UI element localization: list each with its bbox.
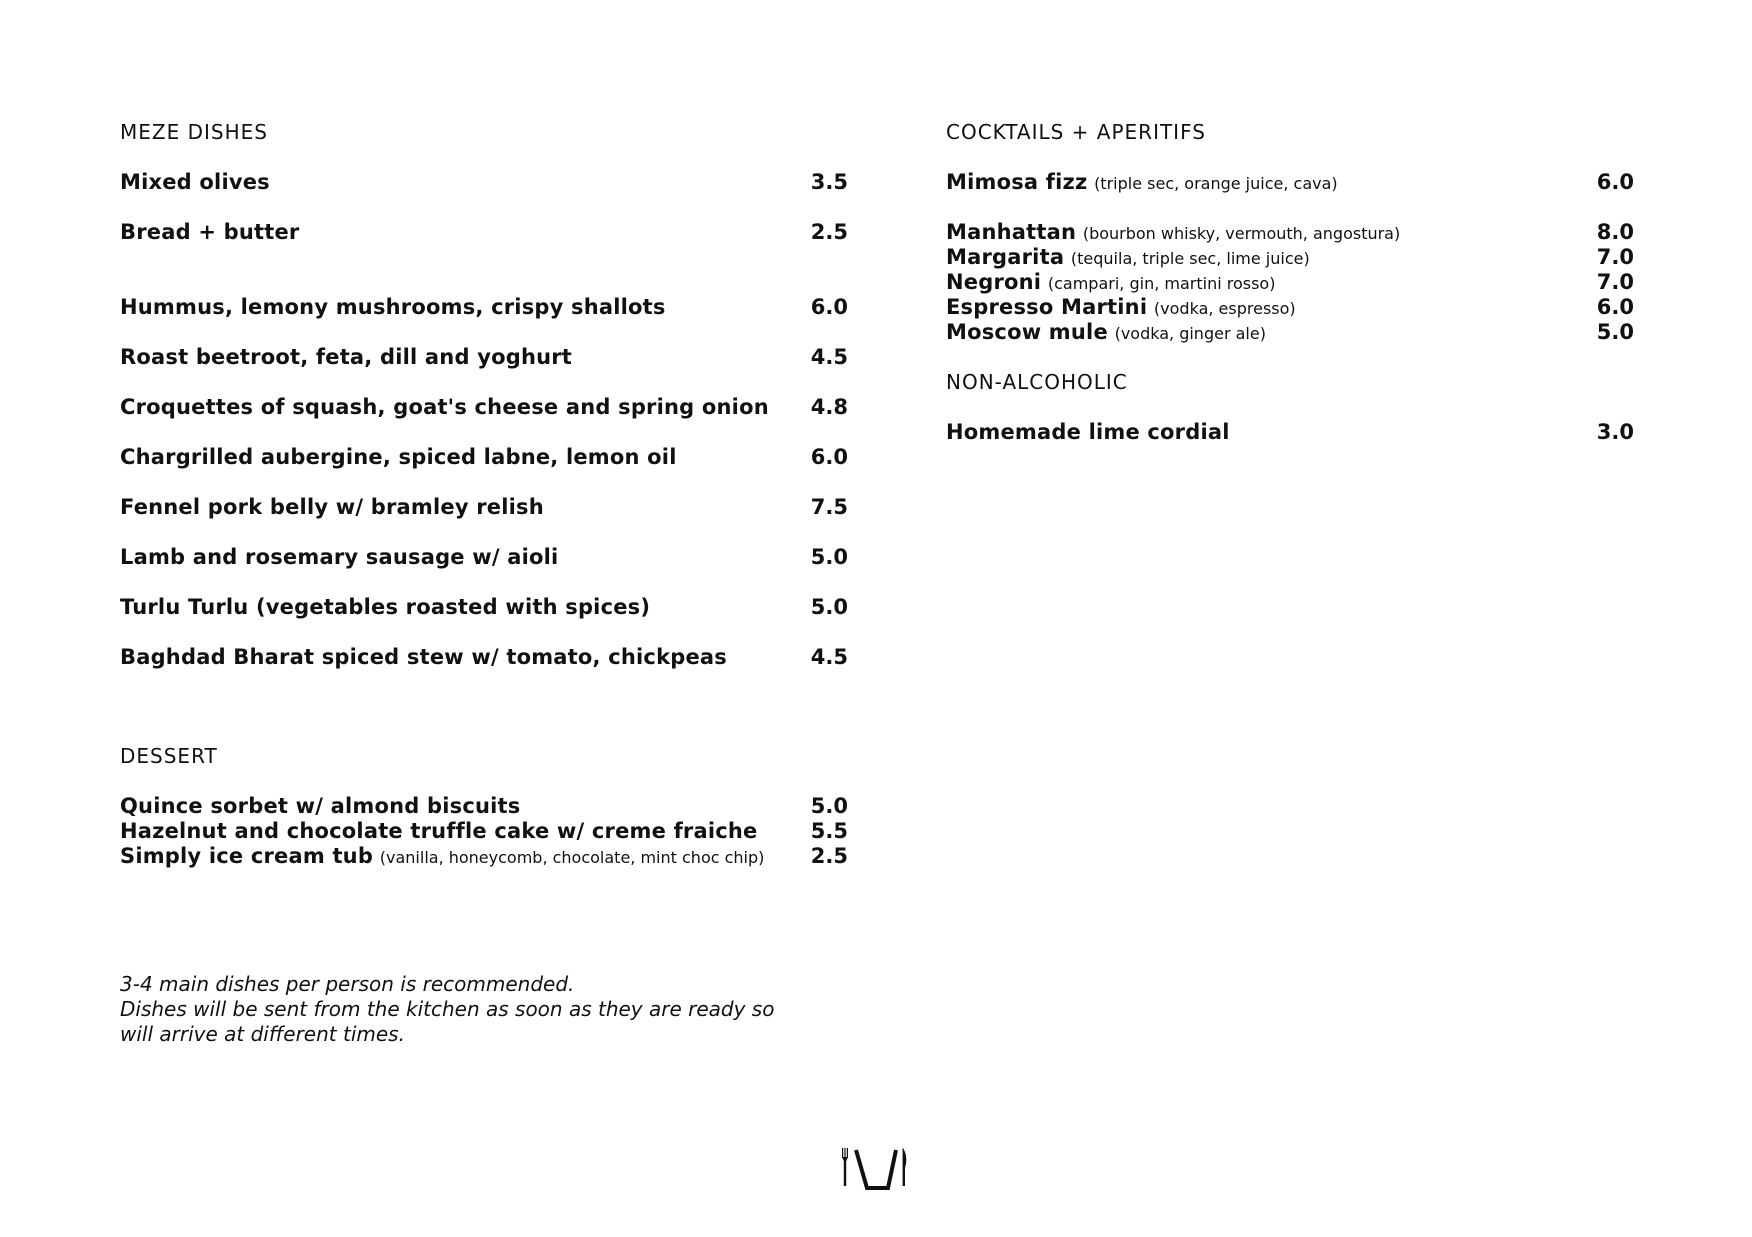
- meze-heading: MEZE DISHES: [120, 120, 268, 144]
- menu-item-mimosa-fizz: [946, 170, 1634, 195]
- item-description: (vodka, espresso): [1153, 299, 1296, 318]
- item-price: 6.0: [810, 445, 848, 469]
- item-name: Fennel pork belly w/ bramley relish: [120, 495, 544, 519]
- note-line: will arrive at different times.: [120, 1022, 405, 1046]
- item-name: Bread + butter: [120, 220, 300, 244]
- menu-item-turlu-turlu: [120, 595, 848, 620]
- item-price: 6.0: [1596, 295, 1634, 319]
- item-name: Mimosa fizz: [946, 170, 1088, 194]
- item-price: 3.5: [810, 170, 848, 194]
- item-name: Hummus, lemony mushrooms, crispy shallots: [120, 295, 666, 319]
- menu-item-hummus: [120, 295, 848, 320]
- cocktails-heading: COCKTAILS + APERITIFS: [946, 120, 1206, 144]
- item-name: Margarita: [946, 245, 1065, 269]
- non-alcoholic-heading: NON-ALCOHOLIC: [946, 370, 1128, 394]
- item-price: 7.0: [1596, 245, 1634, 269]
- recommendation-note: [120, 972, 774, 1047]
- item-name: Turlu Turlu (vegetables roasted with spices): [120, 595, 651, 619]
- item-price: 5.0: [1596, 320, 1634, 344]
- item-name: Negroni: [946, 270, 1042, 294]
- item-name: Chargrilled aubergine, spiced labne, lemon oil: [120, 445, 677, 469]
- menu-item-aubergine: [120, 445, 848, 470]
- menu-item-truffle-cake: [120, 819, 848, 844]
- item-name: Lamb and rosemary sausage w/ aioli: [120, 545, 559, 569]
- dessert-heading: DESSERT: [120, 744, 218, 768]
- note-line: 3-4 main dishes per person is recommended.: [120, 972, 575, 996]
- item-price: 7.5: [810, 495, 848, 519]
- menu-item-margarita: [946, 245, 1634, 270]
- item-price: 2.5: [810, 844, 848, 868]
- item-price: 7.0: [1596, 270, 1634, 294]
- menu-item-espresso-martini: [946, 295, 1634, 320]
- menu-item-quince-sorbet: [120, 794, 848, 819]
- item-name: Mixed olives: [120, 170, 270, 194]
- item-name: Croquettes of squash, goat's cheese and spring onion: [120, 395, 769, 419]
- item-name: Simply ice cream tub: [120, 844, 374, 868]
- item-description: (vanilla, honeycomb, chocolate, mint choc chip): [379, 848, 765, 867]
- menu-item-pork-belly: [120, 495, 848, 520]
- item-description: (campari, gin, martini rosso): [1047, 274, 1276, 293]
- menu-item-manhattan: [946, 220, 1634, 245]
- item-description: (triple sec, orange juice, cava): [1094, 174, 1338, 193]
- item-price: 6.0: [1596, 170, 1634, 194]
- item-name: Espresso Martini: [946, 295, 1148, 319]
- menu-item-lamb-sausage: [120, 545, 848, 570]
- item-price: 4.5: [810, 645, 848, 669]
- menu-item-mixed-olives: [120, 170, 848, 195]
- menu-item-moscow-mule: [946, 320, 1634, 345]
- item-price: 8.0: [1596, 220, 1634, 244]
- menu-item-baghdad-stew: [120, 645, 848, 670]
- item-price: 5.0: [810, 545, 848, 569]
- item-price: 5.0: [810, 794, 848, 818]
- menu-item-ice-cream-tub: [120, 844, 848, 869]
- item-description: (tequila, triple sec, lime juice): [1070, 249, 1310, 268]
- item-price: 3.0: [1596, 420, 1634, 444]
- item-name: Roast beetroot, feta, dill and yoghurt: [120, 345, 573, 369]
- menu-item-negroni: [946, 270, 1634, 295]
- note-line: Dishes will be sent from the kitchen as soon as they are ready so: [120, 997, 775, 1021]
- item-name: Quince sorbet w/ almond biscuits: [120, 794, 521, 818]
- menu-item-beetroot: [120, 345, 848, 370]
- menu-item-lime-cordial: [946, 420, 1634, 445]
- item-name: Manhattan: [946, 220, 1077, 244]
- item-price: 4.5: [810, 345, 848, 369]
- item-price: 5.5: [810, 819, 848, 843]
- menu-item-bread-butter: [120, 220, 848, 245]
- item-description: (vodka, ginger ale): [1114, 324, 1266, 343]
- item-price: 4.8: [810, 395, 848, 419]
- item-name: Moscow mule: [946, 320, 1108, 344]
- item-description: (bourbon whisky, vermouth, angostura): [1082, 224, 1401, 243]
- item-price: 2.5: [810, 220, 848, 244]
- item-name: Hazelnut and chocolate truffle cake w/ creme fraiche: [120, 819, 758, 843]
- item-name: Homemade lime cordial: [946, 420, 1230, 444]
- fork-bowl-knife-logo-icon: [838, 1146, 910, 1192]
- item-name: Baghdad Bharat spiced stew w/ tomato, chickpeas: [120, 645, 727, 669]
- menu-item-croquettes: [120, 395, 848, 420]
- item-price: 6.0: [810, 295, 848, 319]
- item-price: 5.0: [810, 595, 848, 619]
